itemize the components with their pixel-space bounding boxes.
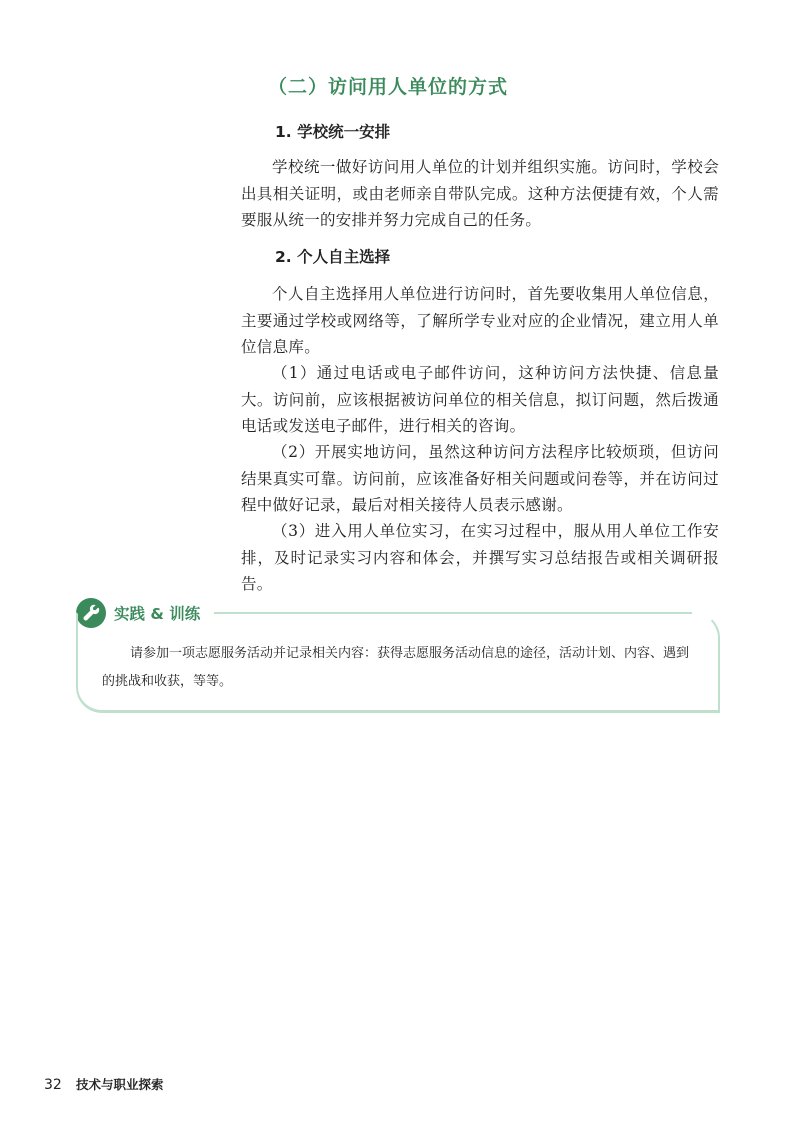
- paragraph-item-2: （2）开展实地访问，虽然这种访问方法程序比较烦琐，但访问结果真实可靠。访问前，应该准备好相关问题或问卷等，并在访问过程中做好记录，最后对相关接待人员表示感谢。: [241, 443, 719, 514]
- practice-text: 请参加一项志愿服务活动并记录相关内容：获得志愿服务活动信息的途径，活动计划、内容、遇到的挑战和收获，等等。: [102, 646, 690, 689]
- paragraph-item-1: （1）通过电话或电子邮件访问，这种访问方法快捷、信息量大。访问前，应该根据被访问单位的相关信息，拟订问题，然后拨通电话或发送电子邮件，进行相关的咨询。: [241, 364, 719, 435]
- subsection-heading-1: 1. 学校统一安排: [275, 123, 391, 141]
- page-number: 32: [44, 1077, 62, 1093]
- paragraph-personal-intro: 个人自主选择用人单位进行访问时，首先要收集用人单位信息，主要通过学校或网络等，了解所学专业对应的企业情况，建立用人单位信息库。: [241, 285, 719, 356]
- subsection-heading-2: 2. 个人自主选择: [275, 248, 391, 266]
- paragraph-school-arrangement: 学校统一做好访问用人单位的计划并组织实施。访问时，学校会出具相关证明，或由老师亲自带队完成。这种方法便捷有效，个人需要服从统一的安排并努力完成自己的任务。: [241, 158, 719, 229]
- paragraph-item-3: （3）进入用人单位实习，在实习过程中，服从用人单位工作安排，及时记录实习内容和体会，并撰写实习总结报告或相关调研报告。: [241, 522, 719, 593]
- practice-label: 实践 & 训练: [114, 605, 201, 623]
- page-footer: [44, 1075, 163, 1093]
- section-title: （二）访问用人单位的方式: [268, 76, 509, 98]
- book-title: 技术与职业探索: [75, 1077, 164, 1092]
